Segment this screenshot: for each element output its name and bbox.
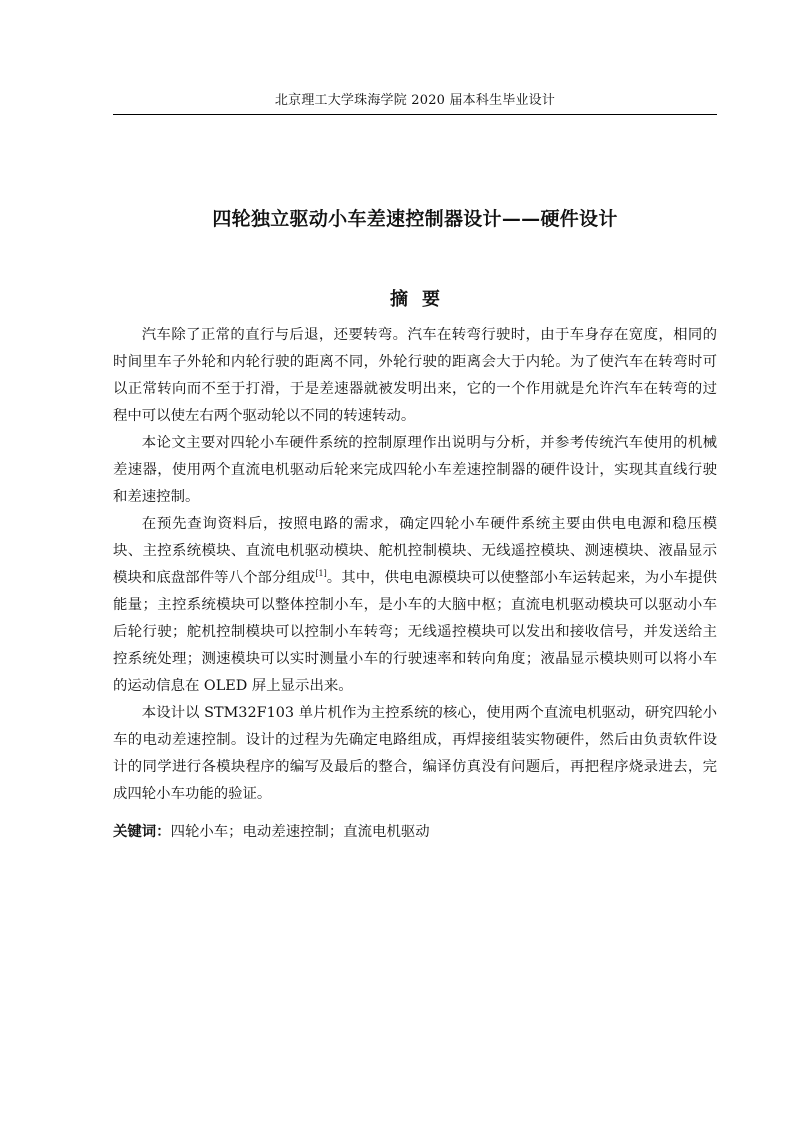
header-rule [113, 114, 717, 115]
keywords-value: 四轮小车；电动差速控制；直流电机驱动 [170, 824, 430, 840]
abstract-paragraph-2: 本论文主要对四轮小车硬件系统的控制原理作出说明与分析，并参考传统汽车使用的机械差速器，使用两个直流电机驱动后轮来完成四轮小车差速控制器的硬件设计，实现其直线行驶和差速控制。 [113, 435, 717, 505]
running-header: 北京理工大学珠海学院 2020 届本科生毕业设计 [274, 93, 556, 108]
paragraph-3-text-before: 在预先查询资料后，按照电路的需求，确定四轮小车硬件系统主要由供电电源和稳压模块、主控系统模块、直流电机驱动模块、舵机控制模块、无线遥控模块、测速模块、液晶显示模块和底盘部件等八个部分组成 [113, 516, 717, 586]
abstract-paragraph-4: 本设计以 STM32F103 单片机作为主控系统的核心，使用两个直流电机驱动，研究四轮小车的电动差速控制。设计的过程为先确定电路组成，再焊接组装实物硬件，然后由负责软件设计的同学进行各模块程序的编写及最后的整合，编译仿真没有问题后，再把程序烧录进去，完成四轮小车功能的验证。 [113, 705, 717, 802]
abstract-paragraph-3 [113, 511, 717, 700]
abstract-body [113, 322, 717, 808]
citation-reference: [1] [315, 569, 327, 579]
keywords-label: 关键词： [113, 823, 171, 840]
paragraph-3-text-after: 。其中，供电电源模块可以使整部小车运转起来，为小车提供能量；主控系统模块可以整体控制小车，是小车的大脑中枢；直流电机驱动模块可以驱动小车后轮行驶；舵机控制模块可以控制小车转弯；无线遥控模块可以发出和接收信号，并发送给主控系统处理；测速模块可以实时测量小车的行驶速率和转向角度；液晶显示模块则可以将小车的运动信息在 OLED 屏上显示出来。 [113, 570, 717, 694]
keywords-line [113, 818, 717, 846]
abstract-paragraph-1: 汽车除了正常的直行与后退，还要转弯。汽车在转弯行驶时，由于车身存在宽度，相同的时间里车子外轮和内轮行驶的距离不同，外轮行驶的距离会大于内轮。为了使汽车在转弯时可以正常转向而不至于打滑，于是差速器就被发明出来，它的一个作用就是允许汽车在转弯的过程中可以使左右两个驱动轮以不同的转速转动。 [113, 327, 717, 424]
abstract-heading: 摘要 [390, 289, 454, 310]
paper-title: 四轮独立驱动小车差速控制器设计——硬件设计 [212, 208, 618, 230]
